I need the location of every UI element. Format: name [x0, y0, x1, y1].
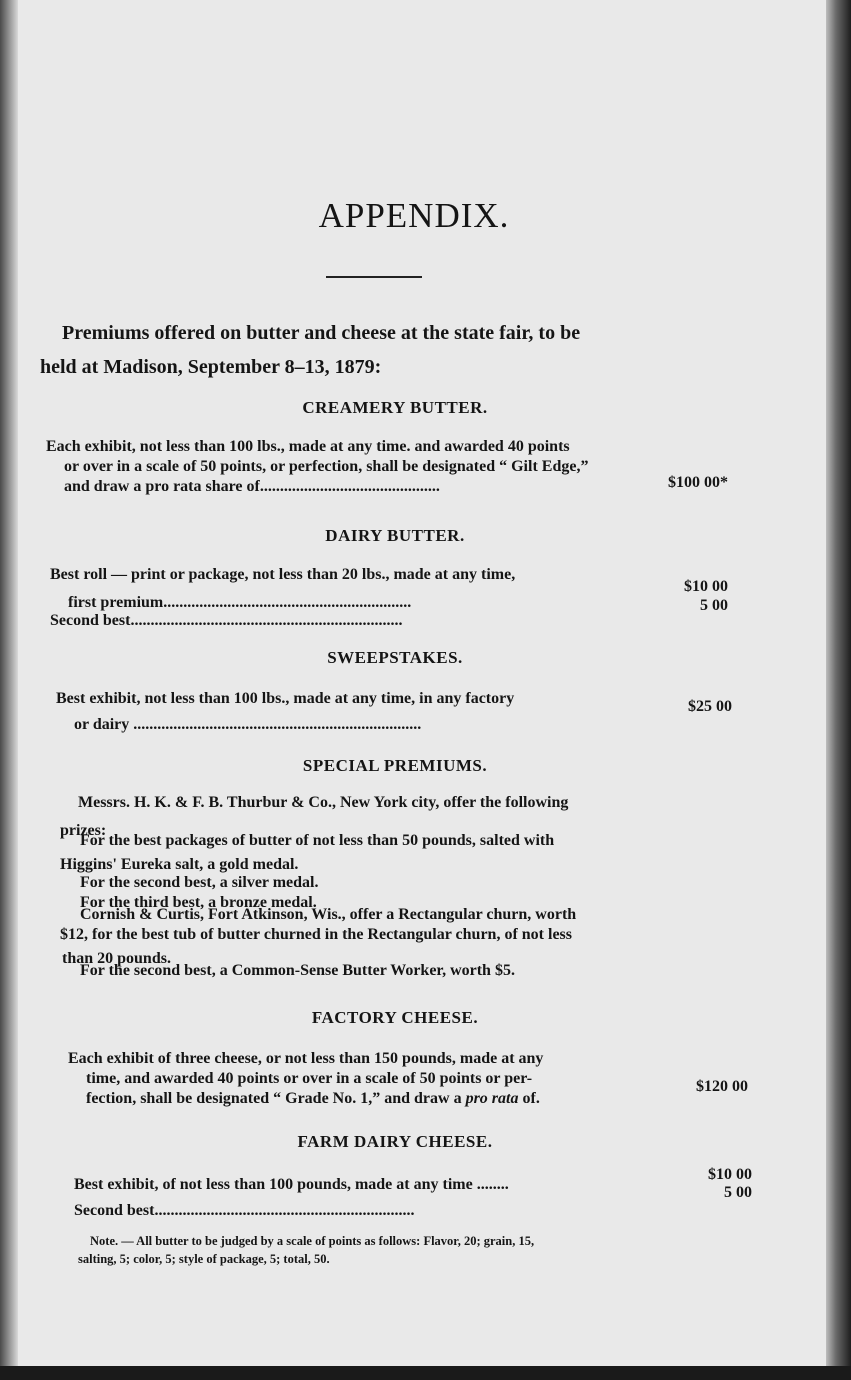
- factory-line-2: time, and awarded 40 points or over in a scale of 50 points or per-: [86, 1070, 533, 1087]
- farm-amount-2: 5 00: [724, 1184, 752, 1201]
- page-edge-bottom: [0, 1366, 851, 1380]
- dairy-amount-1: $10 00: [684, 578, 728, 595]
- heading-sweepstakes: SWEEPSTAKES.: [327, 648, 463, 667]
- farm-line-1: Best exhibit, of not less than 100 pounds, made at any time ........: [74, 1176, 509, 1193]
- special-line-1: Messrs. H. K. & F. B. Thurbur & Co., New York city, offer the following: [78, 794, 569, 811]
- sweepstakes-amount: $25 00: [688, 698, 732, 715]
- factory-amount: $120 00: [696, 1078, 748, 1095]
- dairy-line-3: Second best....................................................................: [50, 612, 403, 629]
- special-line-8: $12, for the best tub of butter churned in the Rectangular churn, of not less: [60, 926, 573, 943]
- special-line-9: than 20 pounds.: [62, 950, 171, 967]
- heading-farm-dairy-cheese: FARM DAIRY CHEESE.: [297, 1132, 493, 1151]
- page-title: APPENDIX.: [318, 196, 510, 235]
- special-line-4: Higgins' Eureka salt, a gold medal.: [60, 856, 299, 873]
- creamery-line-3: and draw a pro rata share of.............................................: [64, 478, 440, 495]
- sweepstakes-line-2: or dairy ........................................................................: [74, 716, 422, 733]
- farm-amount-1: $10 00: [708, 1166, 752, 1183]
- factory-line-1: Each exhibit of three cheese, or not less than 150 pounds, made at any: [68, 1050, 544, 1067]
- factory-line-3: fection, shall be designated “ Grade No. 1,” and draw a pro rata of.: [86, 1090, 540, 1107]
- dairy-line-1: Best roll — print or package, not less than 20 lbs., made at any time,: [50, 566, 516, 583]
- special-line-7: Cornish & Curtis, Fort Atkinson, Wis., offer a Rectangular churn, worth: [80, 906, 577, 923]
- note-line-1: Note. — All butter to be judged by a scale of points as follows: Flavor, 20; grain, 15,: [90, 1234, 535, 1248]
- heading-dairy-butter: DAIRY BUTTER.: [325, 526, 465, 545]
- creamery-line-1: Each exhibit, not less than 100 lbs., made at any time. and awarded 40 points: [46, 438, 570, 455]
- sweepstakes-line-1: Best exhibit, not less than 100 lbs., made at any time, in any factory: [56, 690, 515, 707]
- farm-line-2: Second best.................................................................: [74, 1202, 415, 1219]
- special-line-6: For the third best, a bronze medal.: [80, 894, 317, 911]
- special-line-5: For the second best, a silver medal.: [80, 874, 319, 891]
- special-line-2: prizes:: [60, 822, 107, 839]
- heading-factory-cheese: FACTORY CHEESE.: [311, 1008, 479, 1027]
- heading-special-premiums: SPECIAL PREMIUMS.: [302, 756, 488, 775]
- intro-line-2: held at Madison, September 8–13, 1879:: [40, 356, 382, 378]
- note-line-2: salting, 5; color, 5; style of package, 5; total, 50.: [78, 1252, 330, 1266]
- title-rule: [326, 276, 422, 278]
- special-line-10: For the second best, a Common-Sense Butter Worker, worth $5.: [80, 962, 515, 979]
- intro-line-1: Premiums offered on butter and cheese at the state fair, to be: [62, 322, 581, 344]
- special-line-3: For the best packages of butter of not less than 50 pounds, salted with: [80, 832, 555, 849]
- heading-creamery-butter: CREAMERY BUTTER.: [302, 398, 488, 417]
- page-edge-right: [826, 0, 851, 1380]
- dairy-line-2: first premium..............................................................: [68, 594, 412, 611]
- dairy-amount-2: 5 00: [700, 597, 728, 614]
- creamery-amount: $100 00*: [668, 474, 728, 491]
- creamery-line-2: or over in a scale of 50 points, or perfection, shall be designated “ Gilt Edge,”: [64, 458, 589, 475]
